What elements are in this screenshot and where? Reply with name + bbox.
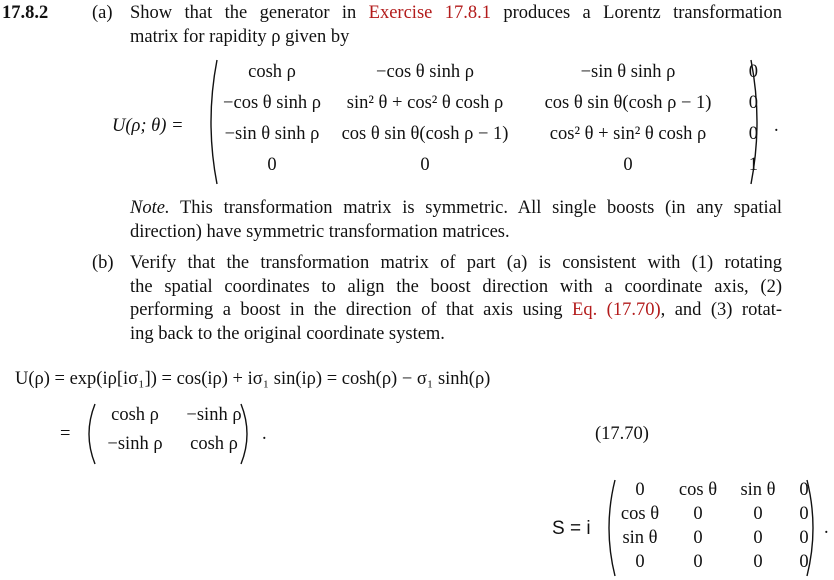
eq-1770-tag: (17.70): [595, 424, 649, 444]
matrix-cell: 0: [635, 480, 645, 500]
matrix-cell: sin θ: [622, 528, 658, 548]
matrix-cell: −sinh ρ: [107, 434, 163, 454]
u-matrix-period: .: [774, 116, 779, 136]
u-matrix: [200, 58, 772, 186]
part-b-line-3-tail: , and (3) rotat-: [660, 300, 782, 320]
matrix-cell: 0: [267, 155, 277, 175]
eq-1770-period: .: [262, 424, 267, 444]
exercise-link[interactable]: Exercise 17.8.1: [368, 3, 491, 23]
s-matrix: [600, 478, 822, 578]
matrix-cell: −sinh ρ: [186, 405, 242, 425]
matrix-cell: 0: [799, 528, 809, 548]
part-a-label: (a): [92, 3, 113, 23]
part-b-label: (b): [92, 253, 114, 273]
part-b-line-3: [130, 300, 782, 321]
matrix-cell: cos θ sin θ(cosh ρ − 1): [544, 93, 712, 113]
eq-1770-line-1: U(ρ) = exp(iρ[iσ₁]) = cos(iρ) + iσ₁ sin(iρ) = cosh(ρ) − σ₁ sinh(ρ): [15, 369, 491, 389]
exercise-number: 17.8.2: [2, 3, 49, 23]
part-a-line-1-text: Show that the generator in: [130, 3, 369, 23]
matrix-cell: −cos θ sinh ρ: [376, 62, 474, 82]
matrix-cell: cosh ρ: [190, 434, 238, 454]
part-a-line-1-tail: produces a Lorentz transformation: [491, 3, 782, 23]
matrix-cell: 0: [693, 528, 703, 548]
part-a-line-2: matrix for rapidity ρ given by: [130, 27, 350, 47]
matrix-cell: 0: [753, 504, 763, 524]
note-line-1: [130, 198, 782, 219]
eq-1770-equals: =: [60, 424, 71, 444]
matrix-cell: −sin θ sinh ρ: [580, 62, 676, 82]
matrix-cell: cos θ sin θ(cosh ρ − 1): [341, 124, 509, 144]
part-b-line-4: ing back to the original coordinate system.: [130, 324, 445, 344]
matrix-cell: 0: [799, 552, 809, 572]
matrix-cell: 0: [420, 155, 430, 175]
matrix-cell: −cos θ sinh ρ: [223, 93, 321, 113]
matrix-cell: cosh ρ: [248, 62, 296, 82]
matrix-cell: sin θ: [740, 480, 776, 500]
equation-link[interactable]: Eq. (17.70): [572, 300, 661, 320]
matrix-cell: cos θ: [678, 480, 718, 500]
matrix-cell: 0: [693, 552, 703, 572]
matrix-cell: cos² θ + sin² θ cosh ρ: [549, 124, 707, 144]
matrix-cell: 0: [693, 504, 703, 524]
part-b-line-3-text: performing a boost in the direction of that axis using: [130, 300, 573, 320]
matrix-cell: sin² θ + cos² θ cosh ρ: [346, 93, 504, 113]
note-line-2: direction) have symmetric transformation matrices.: [130, 222, 510, 242]
part-b-line-2: the spatial coordinates to align the boost direction with a coordinate axis, (2): [130, 277, 782, 297]
note-label: Note.: [130, 198, 170, 218]
matrix-cell: −sin θ sinh ρ: [224, 124, 320, 144]
matrix-cell: cosh ρ: [111, 405, 159, 425]
s-matrix-period: .: [824, 518, 829, 538]
matrix-cell: 0: [799, 480, 809, 500]
matrix-cell: 0: [748, 124, 758, 144]
matrix-cell: 0: [753, 552, 763, 572]
part-b-line-1: Verify that the transformation matrix of part (a) is consistent with (1) rotating: [130, 253, 782, 273]
note-line-1-text: This transformation matrix is symmetric. All single boosts (in any spatial: [169, 198, 782, 218]
eq-1770-matrix: [80, 402, 264, 466]
matrix-cell: 0: [635, 552, 645, 572]
u-matrix-lhs: U(ρ; θ) =: [112, 116, 184, 136]
matrix-cell: 0: [748, 62, 758, 82]
s-matrix-lhs: S = i: [552, 518, 591, 539]
matrix-cell: cos θ: [620, 504, 660, 524]
matrix-cell: 0: [753, 528, 763, 548]
matrix-cell: 0: [799, 504, 809, 524]
matrix-cell: 0: [748, 93, 758, 113]
part-a-line-1: [130, 3, 782, 24]
matrix-cell: 1: [748, 155, 758, 175]
matrix-cell: 0: [623, 155, 633, 175]
